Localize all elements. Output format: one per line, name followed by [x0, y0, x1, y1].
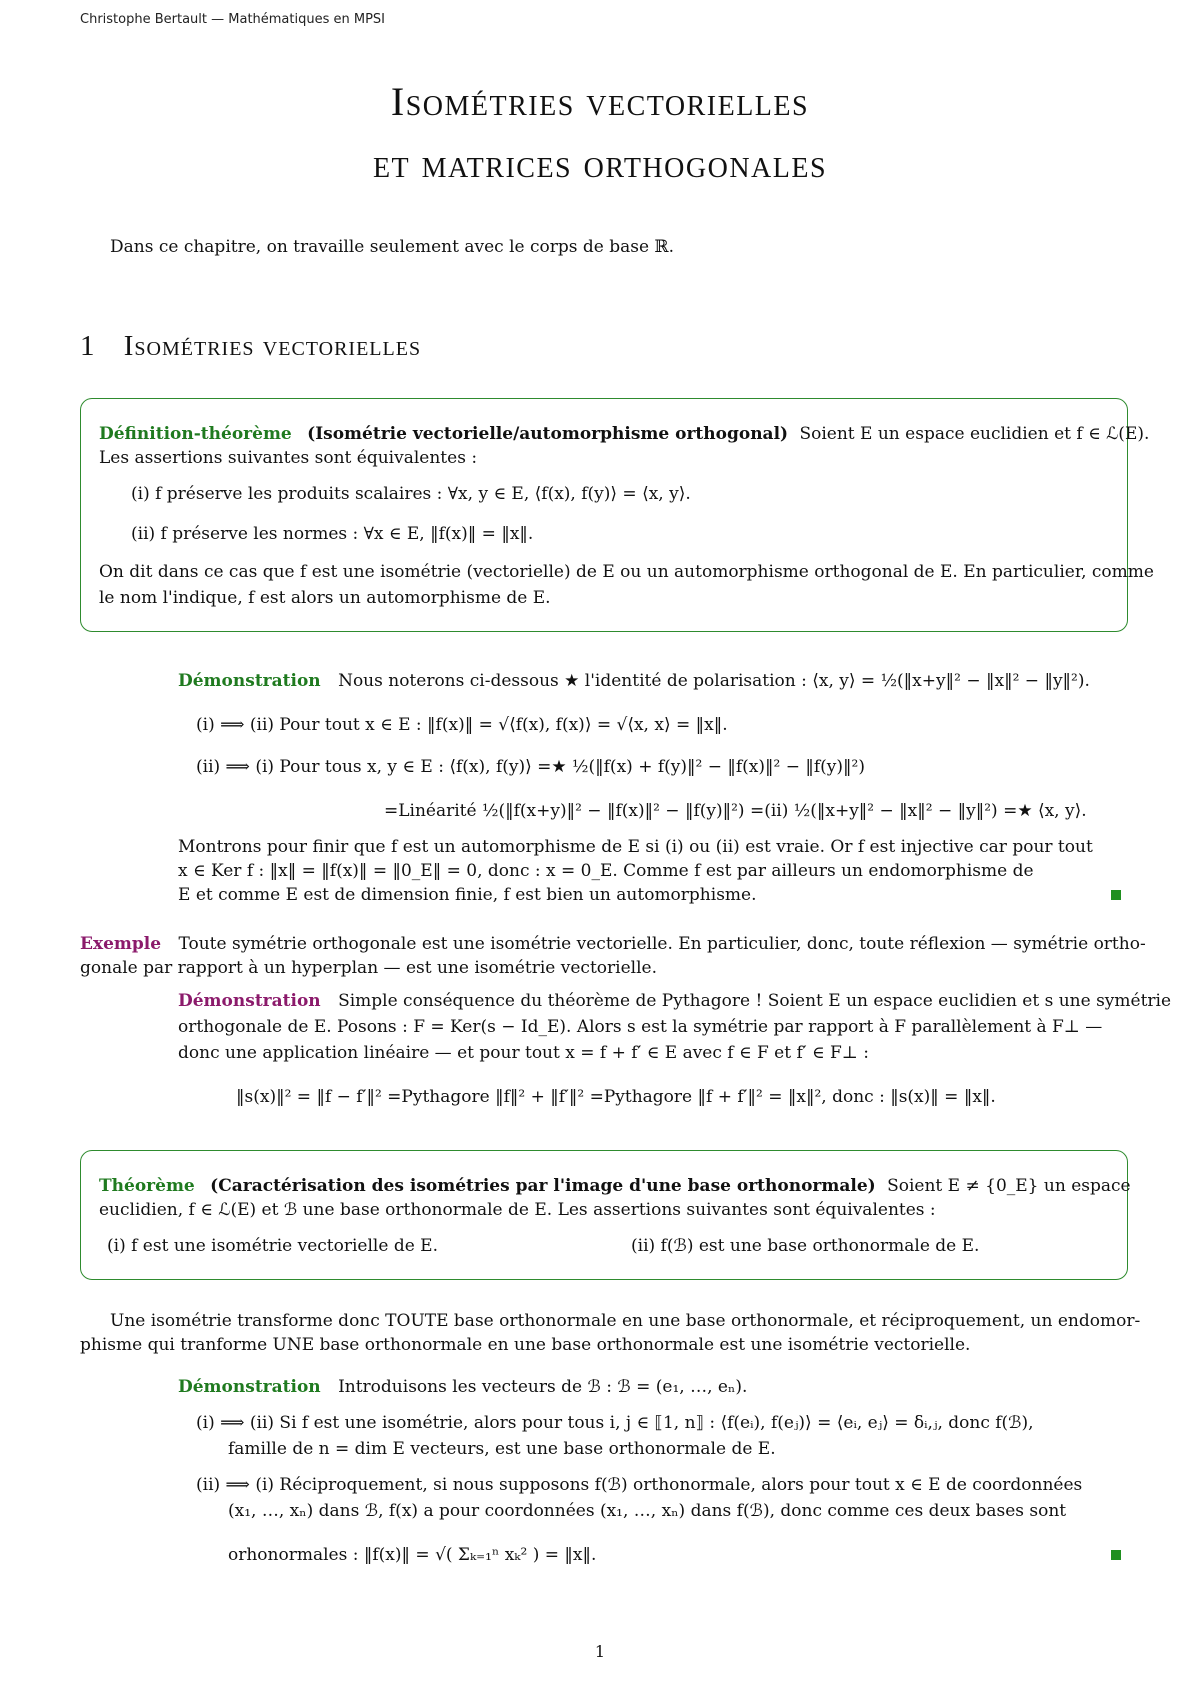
definition-box	[80, 398, 1154, 632]
demo1-label: Démonstration	[178, 671, 321, 691]
paragraph-line-2: phisme qui tranforme UNE base orthonormale en une base orthonormale est une isométrie vectorielle.	[80, 1335, 971, 1355]
example-demo-text-1: Simple conséquence du théorème de Pythagore ! Soient E un espace euclidien et s une symétrie	[338, 991, 1172, 1011]
definition-label: Définition-théorème	[99, 424, 292, 444]
demo2-line-1	[178, 1376, 747, 1398]
definition-item-ii: (ii) f préserve les normes : ∀x ∈ E, ‖f(x)‖ = ‖x‖.	[131, 524, 534, 544]
theorem-line-2: euclidien, f ∈ ℒ(E) et ℬ une base orthonormale de E. Les assertions suivantes sont équivalentes :	[99, 1200, 936, 1220]
section-number: 1	[80, 330, 96, 362]
definition-line-6: le nom l'indique, f est alors un automorphisme de E.	[99, 588, 551, 608]
chapter-title-line-1: Isométries vectorielles	[390, 79, 810, 124]
chapter-title-line-2: et matrices orthogonales	[372, 141, 828, 186]
section-heading	[80, 330, 421, 363]
theorem-name: (Caractérisation des isométries par l'image d'une base orthonormale)	[210, 1176, 876, 1196]
end-of-proof-square-2	[1111, 1550, 1121, 1560]
example-label: Exemple	[80, 934, 162, 954]
definition-line-2: Les assertions suivantes sont équivalentes :	[99, 448, 478, 468]
example-demo-label: Démonstration	[178, 991, 321, 1011]
theorem-item-ii: (ii) f(ℬ) est une base orthonormale de E.	[631, 1236, 980, 1256]
example-line-1	[80, 933, 1146, 955]
theorem-line-1	[99, 1175, 1131, 1197]
demo2-line-3: famille de n = dim E vecteurs, est une base orthonormale de E.	[228, 1439, 776, 1459]
theorem-item-i: (i) f est une isométrie vectorielle de E.	[107, 1236, 438, 1256]
definition-line-1	[99, 423, 1149, 445]
page-number: 1	[594, 1642, 606, 1661]
example-demo-line-1	[178, 990, 1171, 1012]
definition-statement: Soient E un espace euclidien et f ∈ ℒ(E).	[799, 424, 1150, 444]
example-text-1: Toute symétrie orthogonale est une isométrie vectorielle. En particulier, donc, toute réflexion — symétrie ortho-	[178, 934, 1146, 954]
demo2-label: Démonstration	[178, 1377, 321, 1397]
example-demo-line-2: orthogonale de E. Posons : F = Ker(s − Id_E). Alors s est la symétrie par rapport à F parallèlement à F⊥ —	[178, 1017, 1103, 1037]
theorem-label: Théorème	[99, 1176, 195, 1196]
example-demo-line-3: donc une application linéaire — et pour tout x = f + f′ ∈ E avec f ∈ F et f′ ∈ F⊥ :	[178, 1043, 869, 1063]
demo1-line-1	[178, 670, 1090, 692]
theorem-statement: Soient E ≠ {0_E} un espace	[887, 1176, 1131, 1196]
definition-line-5: On dit dans ce cas que f est une isométrie (vectorielle) de E ou un automorphisme orthogonal de E. En particulier, comme	[99, 562, 1154, 582]
demo2-line-5: (x₁, …, xₙ) dans ℬ, f(x) a pour coordonnées (x₁, …, xₙ) dans f(ℬ), donc comme ces deux bases sont	[228, 1501, 1067, 1521]
demo1-line-4: =Linéarité ½(‖f(x+y)‖² − ‖f(x)‖² − ‖f(y)‖²) =(ii) ½(‖x+y‖² − ‖x‖² − ‖y‖²) =★ ⟨x, y⟩.	[384, 801, 1087, 821]
demo1-text-1: Nous noterons ci-dessous ★ l'identité de polarisation : ⟨x, y⟩ = ½(‖x+y‖² − ‖x‖² − ‖y‖²).	[338, 671, 1090, 691]
intro-text: Dans ce chapitre, on travaille seulement avec le corps de base ℝ.	[110, 237, 674, 257]
page-header: Christophe Bertault — Mathématiques en MPSI	[80, 12, 386, 27]
demo2-line-2: (i) ⟹ (ii) Si f est une isométrie, alors pour tous i, j ∈ ⟦1, n⟧ : ⟨f(eᵢ), f(eⱼ)⟩ = ⟨eᵢ, eⱼ⟩ = δᵢ,ⱼ, donc f(ℬ),	[196, 1413, 1034, 1433]
demo1-line-5: Montrons pour finir que f est un automorphisme de E si (i) ou (ii) est vraie. Or f est injective car pour tout	[178, 837, 1093, 857]
definition-name: (Isométrie vectorielle/automorphisme orthogonal)	[307, 424, 789, 444]
paragraph-line-1: Une isométrie transforme donc TOUTE base orthonormale en une base orthonormale, et réciproquement, un endomor-	[110, 1311, 1141, 1331]
demo1-line-2: (i) ⟹ (ii) Pour tout x ∈ E : ‖f(x)‖ = √⟨f(x), f(x)⟩ = √⟨x, x⟩ = ‖x‖.	[196, 715, 728, 735]
definition-item-i: (i) f préserve les produits scalaires : ∀x, y ∈ E, ⟨f(x), f(y)⟩ = ⟨x, y⟩.	[131, 484, 691, 504]
section-title: Isométries vectorielles	[123, 330, 422, 362]
demo2-line-4: (ii) ⟹ (i) Réciproquement, si nous supposons f(ℬ) orthonormale, alors pour tout x ∈ E de coordonnées	[196, 1475, 1083, 1495]
demo2-text-1: Introduisons les vecteurs de ℬ : ℬ = (e₁, …, eₙ).	[338, 1377, 748, 1397]
demo2-line-6: orhonormales : ‖f(x)‖ = √( Σₖ₌₁ⁿ xₖ² ) = ‖x‖.	[228, 1545, 597, 1565]
example-line-2: gonale par rapport à un hyperplan — est une isométrie vectorielle.	[80, 958, 657, 978]
end-of-proof-square-1	[1111, 890, 1121, 900]
demo1-line-6: x ∈ Ker f : ‖x‖ = ‖f(x)‖ = ‖0_E‖ = 0, donc : x = 0_E. Comme f est par ailleurs un endomorphisme de	[178, 861, 1034, 881]
theorem-box	[80, 1150, 1131, 1280]
demo1-line-3: (ii) ⟹ (i) Pour tous x, y ∈ E : ⟨f(x), f(y)⟩ =★ ½(‖f(x) + f(y)‖² − ‖f(x)‖² − ‖f(y)‖²)	[196, 757, 865, 777]
example-demo-line-4: ‖s(x)‖² = ‖f − f′‖² =Pythagore ‖f‖² + ‖f′‖² =Pythagore ‖f + f′‖² = ‖x‖², donc : ‖s(x)‖ = ‖x‖.	[236, 1087, 996, 1107]
demo1-line-7: E et comme E est de dimension finie, f est bien un automorphisme.	[178, 885, 757, 905]
